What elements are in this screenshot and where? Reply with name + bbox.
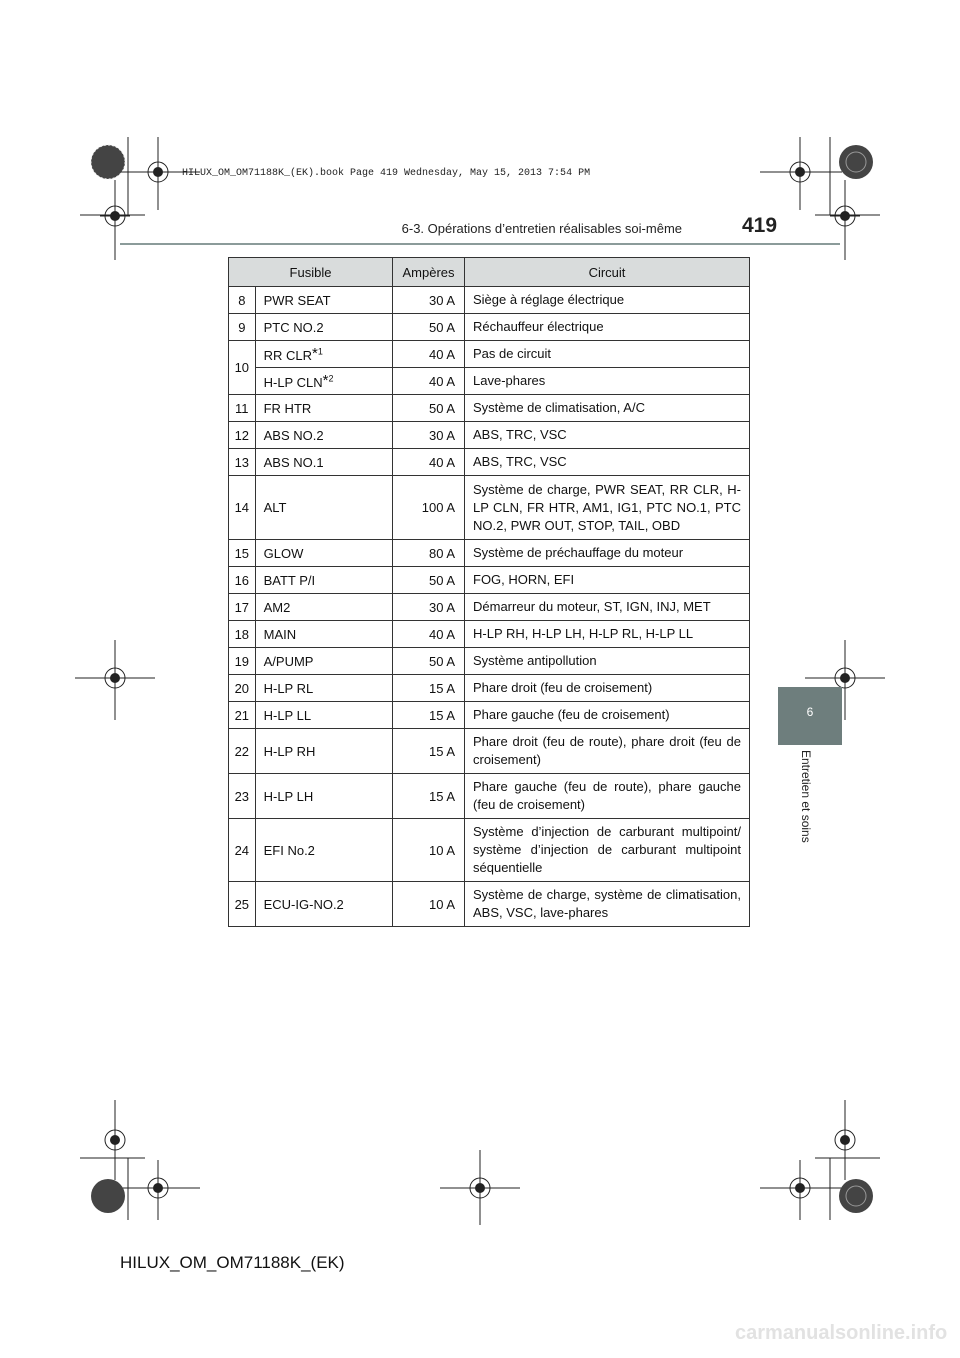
fuse-amperage: 40 A	[393, 621, 465, 648]
fuse-number: 20	[229, 675, 256, 702]
fuse-amperage: 40 A	[393, 368, 465, 395]
watermark: carmanualsonline.info	[735, 1322, 948, 1344]
chapter-tab[interactable]	[778, 687, 842, 745]
table-row	[229, 314, 750, 341]
table-row	[229, 648, 750, 675]
fuse-amperage: 50 A	[393, 648, 465, 675]
fuse-amperage: 30 A	[393, 287, 465, 314]
fuse-name: ABS NO.2	[255, 422, 392, 449]
fuse-number: 14	[229, 476, 256, 540]
fuse-number: 11	[229, 395, 256, 422]
fuse-circuit: Système de charge, PWR SEAT, RR CLR, H-LP CLN, FR HTR, AM1, IG1, PTC NO.1, PTC NO.2, PWR OUT, STOP, TAIL, OBD	[465, 476, 750, 540]
table-row	[229, 774, 750, 819]
fuse-name: H-LP RH	[255, 729, 392, 774]
footnote-star-icon: *	[312, 345, 318, 362]
fuse-name: H-LP CLN	[263, 375, 323, 390]
fuse-name-cell	[255, 341, 392, 368]
fuse-circuit: Lave-phares	[465, 368, 750, 395]
fuse-circuit: Système de préchauffage du moteur	[465, 540, 750, 567]
fuse-circuit: Système antipollution	[465, 648, 750, 675]
fuse-number: 15	[229, 540, 256, 567]
fuse-amperage: 50 A	[393, 314, 465, 341]
fuse-amperage: 40 A	[393, 341, 465, 368]
table-row	[229, 729, 750, 774]
fuse-amperage: 15 A	[393, 675, 465, 702]
fuse-name: H-LP LL	[255, 702, 392, 729]
fuse-amperage: 15 A	[393, 729, 465, 774]
fuse-amperage: 50 A	[393, 395, 465, 422]
chapter-number: 6	[806, 705, 814, 719]
fuse-number: 17	[229, 594, 256, 621]
table-row	[229, 395, 750, 422]
fuse-number: 18	[229, 621, 256, 648]
fuse-name: A/PUMP	[255, 648, 392, 675]
table-row	[229, 675, 750, 702]
fuse-number: 12	[229, 422, 256, 449]
fuse-name: BATT P/I	[255, 567, 392, 594]
fuse-amperage: 10 A	[393, 819, 465, 882]
fuse-amperage: 10 A	[393, 882, 465, 927]
page-number: 419	[742, 214, 778, 237]
table-row	[229, 540, 750, 567]
fuse-circuit: FOG, HORN, EFI	[465, 567, 750, 594]
fuse-number: 19	[229, 648, 256, 675]
bottom-crop-marks	[0, 1100, 960, 1230]
fuse-circuit: Phare droit (feu de route), phare droit (feu de croisement)	[465, 729, 750, 774]
table-row	[229, 594, 750, 621]
fuse-circuit: Phare gauche (feu de route), phare gauche (feu de croisement)	[465, 774, 750, 819]
fuse-amperage: 50 A	[393, 567, 465, 594]
document-code: HILUX_OM_OM71188K_(EK)	[120, 1253, 345, 1272]
section-title: 6-3. Opérations d’entretien réalisables soi-même	[401, 221, 682, 236]
fuse-circuit: Système de climatisation, A/C	[465, 395, 750, 422]
fuse-name: PTC NO.2	[255, 314, 392, 341]
fuse-circuit: Siège à réglage électrique	[465, 287, 750, 314]
fuse-amperage: 15 A	[393, 774, 465, 819]
fuse-amperage: 80 A	[393, 540, 465, 567]
table-row	[229, 287, 750, 314]
file-stamp: HILUX_OM_OM71188K_(EK).book Page 419 Wednesday, May 15, 2013 7:54 PM	[182, 168, 591, 179]
fuse-name: EFI No.2	[255, 819, 392, 882]
fuse-number: 24	[229, 819, 256, 882]
footnote-star-icon: *	[322, 372, 329, 389]
fuse-amperage: 15 A	[393, 702, 465, 729]
chapter-label: Entretien et soins	[799, 750, 813, 843]
table-row	[229, 819, 750, 882]
fuse-name: PWR SEAT	[255, 287, 392, 314]
fuse-name: MAIN	[255, 621, 392, 648]
header-rule	[120, 243, 840, 245]
fuse-amperage: 30 A	[393, 594, 465, 621]
fuse-number: 25	[229, 882, 256, 927]
fuse-amperage: 30 A	[393, 422, 465, 449]
header-circuit: Circuit	[465, 258, 750, 287]
fuse-circuit: ABS, TRC, VSC	[465, 449, 750, 476]
fuse-name: H-LP LH	[255, 774, 392, 819]
table-row	[229, 702, 750, 729]
table-row	[229, 422, 750, 449]
table-row	[229, 449, 750, 476]
fuse-circuit: Phare droit (feu de croisement)	[465, 675, 750, 702]
header-amperes: Ampères	[393, 258, 465, 287]
fuse-circuit: Système d’injection de carburant multipoint/ système d’injection de carburant multipoint séquentielle	[465, 819, 750, 882]
fuse-number: 21	[229, 702, 256, 729]
fuse-name: GLOW	[255, 540, 392, 567]
fuse-circuit: Démarreur du moteur, ST, IGN, INJ, MET	[465, 594, 750, 621]
fuse-number: 22	[229, 729, 256, 774]
fuse-name: AM2	[255, 594, 392, 621]
fuse-table	[228, 257, 750, 927]
table-row	[229, 368, 750, 395]
fuse-name: FR HTR	[255, 395, 392, 422]
fuse-name: RR CLR	[263, 348, 313, 363]
fuse-number: 8	[229, 287, 256, 314]
fuse-name: ABS NO.1	[255, 449, 392, 476]
fuse-circuit: Système de charge, système de climatisation, ABS, VSC, lave-phares	[465, 882, 750, 927]
fuse-number: 16	[229, 567, 256, 594]
table-row	[229, 567, 750, 594]
fuse-circuit: Pas de circuit	[465, 341, 750, 368]
table-row	[229, 621, 750, 648]
footnote-number: 2	[328, 373, 334, 384]
fuse-circuit: Réchauffeur électrique	[465, 314, 750, 341]
fuse-amperage: 100 A	[393, 476, 465, 540]
table-row	[229, 882, 750, 927]
fuse-name-cell	[255, 368, 392, 395]
header-fuse: Fusible	[229, 258, 393, 287]
fuse-number: 9	[229, 314, 256, 341]
fuse-number: 13	[229, 449, 256, 476]
fuse-circuit: ABS, TRC, VSC	[465, 422, 750, 449]
fuse-name: ECU-IG-NO.2	[255, 882, 392, 927]
fuse-name: H-LP RL	[255, 675, 392, 702]
fuse-circuit: H-LP RH, H-LP LH, H-LP RL, H-LP LL	[465, 621, 750, 648]
fuse-amperage: 40 A	[393, 449, 465, 476]
fuse-number: 23	[229, 774, 256, 819]
table-row	[229, 476, 750, 540]
fuse-name: ALT	[255, 476, 392, 540]
table-header-row	[229, 258, 750, 287]
table-row	[229, 341, 750, 368]
fuse-circuit: Phare gauche (feu de croisement)	[465, 702, 750, 729]
fuse-number: 10	[229, 341, 256, 395]
footnote-number: 1	[317, 346, 323, 357]
